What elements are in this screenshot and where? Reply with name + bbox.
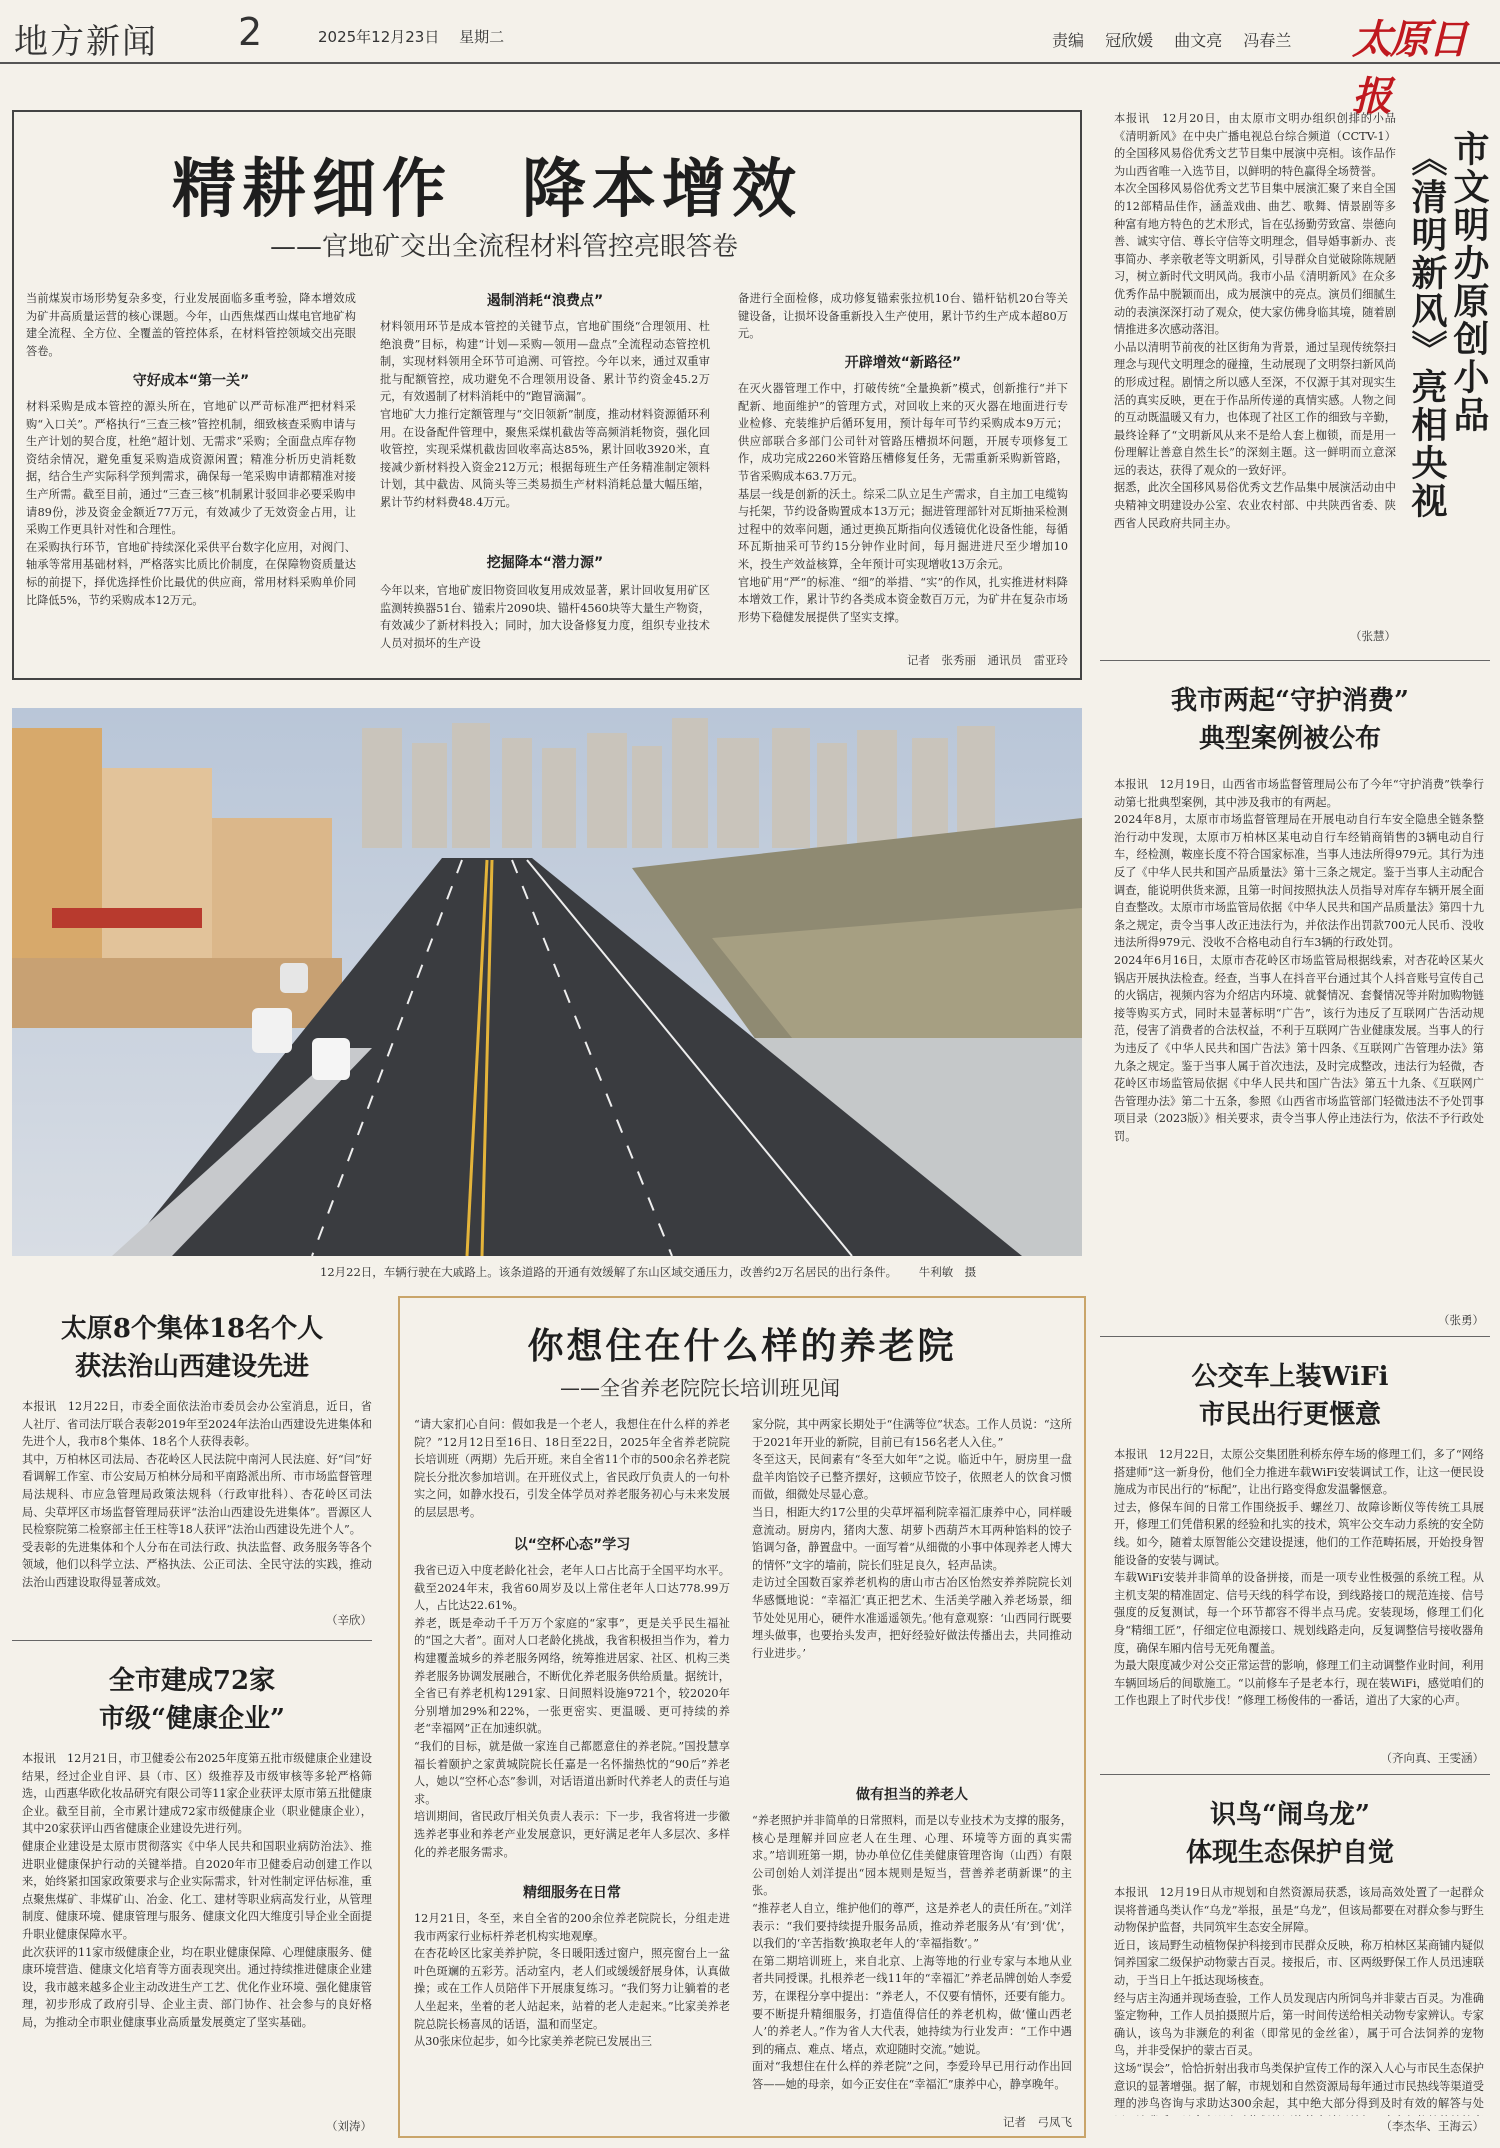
lead-intro: 当前煤炭市场形势复杂多变，行业发展面临多重考验，降本增效成为矿井高质量运营的核心课题。今年，山西焦煤西山煤电官地矿构建全流程、全方位、全覆盖的管控体系，在材料管控领域交出亮眼答卷。	[26, 292, 356, 358]
lead-section-4-text: 在灭火器管理工作中，打破传统“全量换新”模式，创新推行“并下配新、地面维护”的管理方式，对回收上来的灭火器在地面进行专业检修、充装维护后循环复用，预计每年可节约采购成本9万元；供应部联合多部门公司针对管路压槽损坏问题，开展专项修复工作，成功完成2260米管路压槽修复任务，无需重新采购新管路，节省采购成本63.7万元。 基层一线是创新的沃土。综采二队立足生产需求，自主加工电缆钩与托架，节约设备购置成本13万元；掘进管理部针对瓦斯抽采检测过程中的效率问题，通过更换瓦斯指向仪透镜优化设备性能，每循环瓦斯抽采可节约15分钟作业时间，每月掘进进尺至少增加10米，投生产效益核算，全年预计可实现增收13万余元。 官地矿用“严”的标准、“细”的举措、“实”的作风，扎实推进材料降本增效工作，累计节约各类成本资金数百万元，为矿井在复杂市场形势下稳健发展提供了坚实支撑。	[738, 382, 1068, 624]
wifi-headline-1: 公交车上装WiFi	[1191, 1362, 1389, 1392]
lead-byline: 记者 张秀丽 通讯员 雷亚玲	[907, 653, 1068, 667]
column-divider	[12, 1640, 372, 1641]
elderly-section-3-title: 做有担当的养老人	[856, 1787, 968, 1803]
lead-section-2-title: 遏制消耗“浪费点”	[486, 293, 604, 309]
lead-section-3-continued: 备进行全面检修，成功修复锚索张拉机10台、锚杆钻机20台等关键设备，让损坏设备重新投入生产使用，累计节约生产成本超80万元。	[738, 292, 1068, 341]
lead-subtitle: ——官地矿交出全流程材料管控亮眼答卷	[270, 232, 739, 262]
news-photo	[12, 708, 1082, 1256]
column-divider	[1100, 1336, 1490, 1337]
elderly-subtitle: ——全省养老院院长培训班见闻	[560, 1376, 840, 1400]
culture-headline: 《清明新风》亮相央视	[1406, 140, 1448, 520]
lead-section-1-text: 材料采购是成本管控的源头所在，官地矿以严苛标准严把材料采购“入口关”。严格执行“三查三核”管控机制，细致核查采购申请与生产计划的契合度，杜绝“超计划、无需求”采购；全面盘点库存物资结余情况，避免重复采购造成资源闲置；精准分析历史消耗数据，结合生产实际科学预判需求，确保每一笔采购申请都精准对接生产所需。截至目前，通过“三查三核”机制累计驳回非必要采购申请89份，涉及资金金额近77万元，有效减少了无效资金占用，让采购工作更具针对性和合理性。 在采购执行环节，官地矿持续深化采供平台数字化应用，对阀门、轴承等常用基础材料，严格落实比质比价制度，在保障物资质量达标的前提下，择优选择性价比最优的供应商，常用材料采购单价同比降低5%，节约采购成本12万元。	[26, 400, 356, 607]
consumer-article-text: 本报讯 12月19日，山西省市场监督管理局公布了今年“守护消费”铁拳行动第七批典型案例，其中涉及我市的有两起。 2024年8月，太原市市场监督管理局在开展电动自行车安全隐患全链条整治行动中发现，太原市万柏林区某电动自行车经销商销售的3辆电动自行车，经检测，鞍座长度不符合国家标准，当事人违法所得979元。其行为违反了《中华人民共和国产品质量法》第十三条之规定。鉴于当事人主动配合调查，能说明供货来源，且第一时间按照执法人员指导对库存车辆开展全面自查整改。太原市市场监管局依据《中华人民共和国产品质量法》第四十九条之规定，责令当事人改正违法行为，并依法作出罚款700元人民币、没收违法所得979元、没收不合格电动自行车3辆的行政处罚。 2024年6月16日，太原市杏花岭区市场监管局根据线索，对杏花岭区某火锅店开展执法检查。经查，当事人在抖音平台通过其个人抖音账号宣传自己的火锅店，视频内容为介绍店内环境、就餐情况、套餐情况等并附加购物链接等购买方式，同时未显著标明“广告”，该行为违反了互联网广告活动规范，侵害了消费者的合法权益，不利于互联网广告业健康发展。当事人的行为违反了《中华人民共和国广告法》第十四条、《互联网广告管理办法》第九条之规定。鉴于当事人属于首次违法，及时完成整改，违法行为轻微，杏花岭区市场监管局依据《中华人民共和国广告法》第五十九条、《互联网广告管理办法》第二十五条，参照《山西省市场监管部门轻微违法不予处罚事项目录（2023版）》相关要求，责令当事人停止违法行为，依法不予行政处罚。	[1114, 778, 1484, 1143]
lead-section-2-text: 材料领用环节是成本管控的关键节点，官地矿围绕“合理领用、杜绝浪费”目标，构建“计划—采购—领用—盘点”全流程动态管控机制，实现材料领用全环节可追溯、可管控。今年以来，通过双重审批与配额管控，成功避免不合理领用设备、累计节约资金45.2万元，有效遏制了材料消耗中的“跑冒滴漏”。 官地矿大力推行定额管理与“交旧领新”制度，推动材料资源循环利用。在设备配件管理中，聚焦采煤机截齿等高频消耗物资，强化回收管控，实现采煤机截齿回收率高达85%，累计回收3920米，直接减少新材料投入资金212万元；根据每班生产任务精准制定领料计划，其中截齿、风筒头等三类易损生产材料消耗总量大幅压缩，累计节约材料费48.4万元。	[380, 320, 710, 509]
rule-of-law-headline-1: 太原8个集体18名个人	[60, 1314, 324, 1344]
editor-name: 冯春兰	[1243, 31, 1292, 50]
rule-of-law-article-text: 本报讯 12月22日，市委全面依法治市委员会办公室消息，近日，省人社厅、省司法厅联合表彰2019年至2024年法治山西建设先进集体和先进个人，我市8个集体、18名个人获得表彰。 其中，万柏林区司法局、杏花岭区人民法院中南河人民法庭、好“闫”好看调解工作室、市公安局万柏林分局和平南路派出所、市市场监督管理局法规科、市应急管理局政策法规科（行政审批科）、杏花岭区司法局、尖草坪区市场监督管理局获评“法治山西建设先进集体”。晋源区人民检察院第二检察部主任王柱等18人获评“法治山西建设先进个人”。 受表彰的先进集体和个人分布在司法行政、执法监督、政务服务等各个领域，他们以科学立法、严格执法、公正司法、全民守法的实践，推动法治山西建设取得显著成效。	[22, 1400, 372, 1589]
wifi-article-text: 本报讯 12月22日，太原公交集团胜利桥东停车场的修理工们，多了“网络搭建师”这一新身份，他们全力推进车载WiFi安装调试工作，让这一便民设施成为市民出行的“标配”，让出行路变得愈发温馨惬意。 过去，修保车间的日常工作围绕扳手、螺丝刀、故障诊断仪等传统工具展开，修理工们凭借积累的经验和扎实的技术，筑牢公交车动力系统的安全防线。如今，随着太原智能公交建设提速，他们的工作范畴拓展，开始投身智能设备的安装与调试。 车载WiFi安装并非简单的设备拼接，而是一项专业性极强的系统工程。从主机支架的精准固定、信号天线的科学布设，到线路接口的规范连接、信号强度的反复测试，每一个环节都容不得半点马虎。安装现场，修理工们化身“精细工匠”，仔细定位电源接口、规划线路走向，反复调整信号接收器角度，确保车厢内信号无死角覆盖。 为最大限度减少对公交正常运营的影响，修理工们主动调整作业时间，利用车辆回场后的间歇施工。“以前修车子是老本行，现在装WiFi，感觉咱们的工作也跟上了时代步伐！”修理工杨俊伟的一番话，道出了大家的心声。	[1114, 1448, 1484, 1708]
page-number: 2	[238, 10, 263, 54]
consumer-byline: （张勇）	[1438, 1313, 1484, 1327]
elderly-section-1-title: 以“空杯心态”学习	[513, 1537, 631, 1553]
lead-headline: 精耕细作 降本增效	[172, 152, 802, 227]
section-title: 地方新闻	[14, 22, 158, 62]
elderly-section-2-title: 精细服务在日常	[523, 1885, 621, 1901]
photo-caption	[320, 1264, 976, 1280]
health-byline: （刘涛）	[326, 2119, 372, 2133]
lead-section-3-text: 今年以来，官地矿废旧物资回收复用成效显著，累计回收复用矿区监测转换器51台、锚索片2090块、锚杆4560块等大量生产物资，有效减少了新材料投入；同时，加大设备修复力度，组织专业技术人员对损坏的生产设	[380, 584, 710, 650]
date-text: 2025年12月23日	[318, 28, 440, 46]
editor-label: 责编	[1052, 31, 1085, 50]
wifi-byline: （齐向真、王雯涵）	[1380, 1751, 1484, 1765]
elderly-section-3-text: “养老照护并非简单的日常照料，而是以专业技术为支撑的服务，核心是理解并回应老人在生理、心理、环境等方面的真实需求。”培训班第一期，协办单位亿佳美健康管理咨询（山西）有限公司创始人刘洋提出“园本规则是短当，营善养老萌新课”的主张。 “推荐老人自立，维护他们的尊严，这是养老人的责任所在。”刘洋表示：“我们要持续提升服务品质，推动养老服务从‘有’到‘优’，以我们的‘辛苦指数’换取老年人的‘幸福指数’。” 在第二期培训班上，来自北京、上海等地的行业专家与本地从业者共同授课。扎根养老一线11年的“幸福汇”养老品牌创始人李爱芳，在课程分享中提出：“养老人，不仅要有情怀，还要有能力。要不断提升精细服务，打造值得信任的养老机构，做‘懂山西老人’的养老人。”作为省人大代表，她持续为行业发声：“工作中遇到的痛点、难点、堵点，欢迎随时交流。”她说。 面对“我想住在什么样的养老院”之问，李爱玲早已用行动作出回答——她的母亲，如今正安住在“幸福汇”康养中心，静享晚年。	[752, 1814, 1072, 2091]
lead-section-3-title: 挖掘降本“潜力源”	[486, 555, 604, 571]
rule-of-law-headline-2: 获法治山西建设先进	[74, 1352, 309, 1382]
column-divider	[1100, 1774, 1490, 1775]
consumer-headline-1: 我市两起“守护消费”	[1171, 686, 1409, 716]
culture-title-pre: 市文明办原创小品	[1448, 130, 1490, 434]
bird-headline-1: 识鸟“闹乌龙”	[1210, 1800, 1370, 1830]
caption-text: 12月22日，车辆行驶在大戚路上。该条道路的开通有效缓解了东山区域交通压力，改善约2万名居民的出行条件。	[320, 1265, 898, 1279]
bird-article-text: 本报讯 12月19日从市规划和自然资源局获悉，该局高效处置了一起群众误将普通鸟类认作“乌龙”举报，虽是“乌龙”，但该局都要在对群众参与野生动物保护监督，共同筑牢生态安全屏障。 近日，该局野生动植物保护科接到市民群众反映，称万柏林区某商铺内疑似饲养国家二级保护动物蒙古百灵。接报后，市、区两级野保工作人员迅速联动，于当日上午抵达现场核查。 经与店主沟通并现场查验，工作人员发现店内所饲鸟并非蒙古百灵。为准确鉴定物种，工作人员拍摄照片后，第一时间传送给相关动物专家辨认。专家确认，该鸟为非濒危的利雀（即常见的金丝雀），属于可合法饲养的宠物鸟，并非受保护的蒙古百灵。 这场“误会”，恰恰折射出我市鸟类保护宣传工作的深入人心与市民生态保护意识的显著增强。据了解，市规划和自然资源局每年通过市民热线等渠道受理的涉鸟咨询与求助达300余起，其中绝大部分得到及时有效的解答与处	[1114, 1886, 1484, 2111]
lead-section-1-title: 守好成本“第一关”	[132, 373, 250, 389]
elderly-section-1-text: 我省已迈入中度老龄化社会，老年人口占比高于全国平均水平。截至2024年末，我省60周岁及以上常住老年人口达778.99万人，占比达22.61%。 养老，既是牵动千千万万个家庭的“家事”，更是关乎民生福祉的“国之大者”。面对人口老龄化挑战，我省积极担当作为，着力构建覆盖城乡的养老服务网络，统筹推进居家、社区、机构三类养老服务协调发展融合，不断优化养老服务供给质量。据统计，全省已有养老机构1291家、日间照料设施9721个，较2020年分别增加29%和22%，一张更密实、更温暖、更可持续的养老“幸福网”正在加速织就。 “我们的目标，就是做一家连自己都愿意住的养老院。”国投慧享福长着颐护之家黄城院院长任嘉是一名怀揣热忱的“90后”养老人，她以“空杯心态”参训，对话语道出新时代养老人的责任与追求。 培训期间，省民政厅相关负责人表示：下一步，我省将进一步徽选养老事业和养老产业发展意识，更好满足老年人多层次、多样化的养老服务需求。	[414, 1564, 730, 1859]
health-headline-1: 全市建成72家	[108, 1666, 276, 1696]
culture-byline: （张慧）	[1350, 629, 1396, 643]
health-article-text: 本报讯 12月21日，市卫健委公布2025年度第五批市级健康企业建设结果，经过企业自评、县（市、区）级推荐及市级审核等多轮严格筛选，山西惠华欧化妆品研究有限公司等11家企业获评太原市第五批健康企业。截至目前，全市累计建成72家市级健康企业（职业健康企业），其中20家获评山西省健康企业建设先进行列。 健康企业建设是太原市贯彻落实《中华人民共和国职业病防治法》、推进职业健康保护行动的关键举措。自2020年市卫健委启动创建工作以来，始终紧扣国家政策要求与企业实际需求，针对性制定评估标准，重点聚焦煤矿、非煤矿山、冶金、化工、建材等职业病高发行业，从管理制度、健康环境、健康管理与服务、健康文化四大维度引导企业全面提升职业健康保障水平。 此次获评的11家市级健康企业，均在职业健康保障、心理健康服务、健康环境营造、健康文化培育等方面表现突出。通过持续推进健康企业建设，我市越来越多企业主动改进生产工艺、优化作业环境、强化健康管理，初步形成了政府引导、企业主责、部门协作、社会参与的良好格局，为推动全市职业健康事业高质量发展奠定了坚实基础。	[22, 1752, 372, 2029]
rule-of-law-byline: （辛欣）	[326, 1613, 372, 1627]
editor-name: 冠欣媛	[1105, 31, 1154, 50]
wifi-headline-2: 市民出行更惬意	[1198, 1400, 1381, 1430]
elderly-intro: “请大家扪心自问：假如我是一个老人，我想住在什么样的养老院？”12月12日至16日、18日至22日，2025年全省养老院院长培训班（两期）先后开班。来自全省11个市的500余名养老院院长分批次参加培训。在开班仪式上，省民政厅负责人的一句朴实之问，如静水投石，引发全体学员对养老服务初心与未来发展的层层思考。	[414, 1418, 730, 1519]
weekday-text: 星期二	[459, 28, 505, 46]
elderly-section-2-text: 12月21日，冬至，来自全省的200余位养老院院长，分组走进我市两家行业标杆养老机构实地观摩。 在杏花岭区比家美养护院，冬日暖阳透过窗户，照亮窗台上一盆叶色斑斓的五彩芳。活动室内，老人们或缓缓舒展身体，认真做操；或在工作人员陪伴下开展康复练习。“我们努力让躺着的老人坐起来，坐着的老人站起来，站着的老人走起来。”比家美养老院总院长杨喜凤的话语，温和而坚定。 从30张床位起步，如今比家美养老院已发展出三	[414, 1912, 730, 2049]
consumer-headline-2: 典型案例被公布	[1198, 724, 1381, 754]
elderly-byline: 记者 弓凤飞	[1003, 2115, 1072, 2129]
issue-date	[318, 26, 504, 47]
editor-credits	[1052, 28, 1307, 51]
road-photo-illustration	[12, 708, 1082, 1256]
photo-credit: 牛利敏 摄	[918, 1265, 977, 1279]
elderly-column-2-text: 家分院，其中两家长期处于“住满等位”状态。工作人员说：“这所于2021年开业的新院，目前已有156名老人入住。” 冬至这天，民间素有“冬至大如年”之说。临近中午，厨房里一盘盘羊肉馅饺子已整齐摆好，这顿应节饺子，依照老人的饮食习惯而做，细微处尽显心意。 当日，相距大约17公里的尖草坪福利院幸福汇康养中心，同样暖意流动。厨房内，猪肉大葱、胡萝卜西葫芦木耳两种馅料的饺子馅调匀备，静置盘中。一面写着“从细微的小事中体现养老人博大的情怀”文字的墙前，院长们驻足良久，轻声品读。 走访过全国数百家养老机构的唐山市古冶区怡然安养养院院长刘华感慨地说：“幸福汇‘真正把艺术、生活美学融入养老场景，细节处处见用心，硬件水准遥遥领先。’他有意观察：‘山西同行既要埋头做事，也要抬头发声，把好经验好做法传播出去，共同推动行业进步。’	[752, 1418, 1072, 1660]
editor-name: 曲文亮	[1174, 31, 1223, 50]
column-divider	[1100, 660, 1490, 661]
elderly-headline: 你想住在什么样的养老院	[527, 1325, 957, 1367]
lead-section-4-title: 开辟增效“新路径”	[844, 355, 962, 371]
health-headline-2: 市级“健康企业”	[99, 1704, 285, 1734]
culture-article-text: 本报讯 12月20日，由太原市文明办组织创排的小品《清明新风》在中央广播电视总台综合频道（CCTV-1）的全国移风易俗优秀文艺节目集中展演中亮相。该作品作为山西省唯一入选节目，以鲜明的特色赢得全场赞誉。 本次全国移风易俗优秀文艺节目集中展演汇聚了来自全国的12部精品佳作，涵盖戏曲、曲艺、歌舞、情景剧等多种富有地方特色的艺术形式，旨在弘扬勤劳致富、崇德向善、诚实守信、尊长守信等文明理念，倡导婚事新办、丧事简办、孝亲敬老等文明新风，引导群众自觉破除陈规陋习，树立新时代文明风尚。我市小品《清明新风》在众多优秀作品中脱颖而出，成为展演中的亮点。演员们细腻生动的表演深深打动了观众，使大家仿佛身临其境，随着剧情推进多次感动落泪。 小品以清明节前夜的社区街角为背景，通过呈现传统祭扫理念与现代文明理念的碰撞，生动展现了文明祭扫新风尚的形成过程。剧情之所以感人至深，不仅源于其对现实生活的真实反映，更在于作品所传递的真情实感。人物之间的互动既温暖又有力，也体现了社区工作的细致与辛勤，最终诠释了“文明新风从来不是给人套上枷锁，而是用一份理解让善意自然生长”的深刻主题。这一鲜明而立意深远的表达，获得了观众的一致好评。 据悉，此次全国移风易俗优秀文艺作品集中展演活动由中央精神文明建设办公室、农业农村部、中共陕西省委、陕西省人民政府共同主办。	[1114, 112, 1396, 530]
bird-headline-2: 体现生态保护自觉	[1185, 1838, 1394, 1868]
masthead	[0, 0, 1500, 120]
newspaper-logo: 太原日报	[1352, 16, 1466, 120]
bird-byline: （李杰华、王海云）	[1380, 2119, 1484, 2133]
